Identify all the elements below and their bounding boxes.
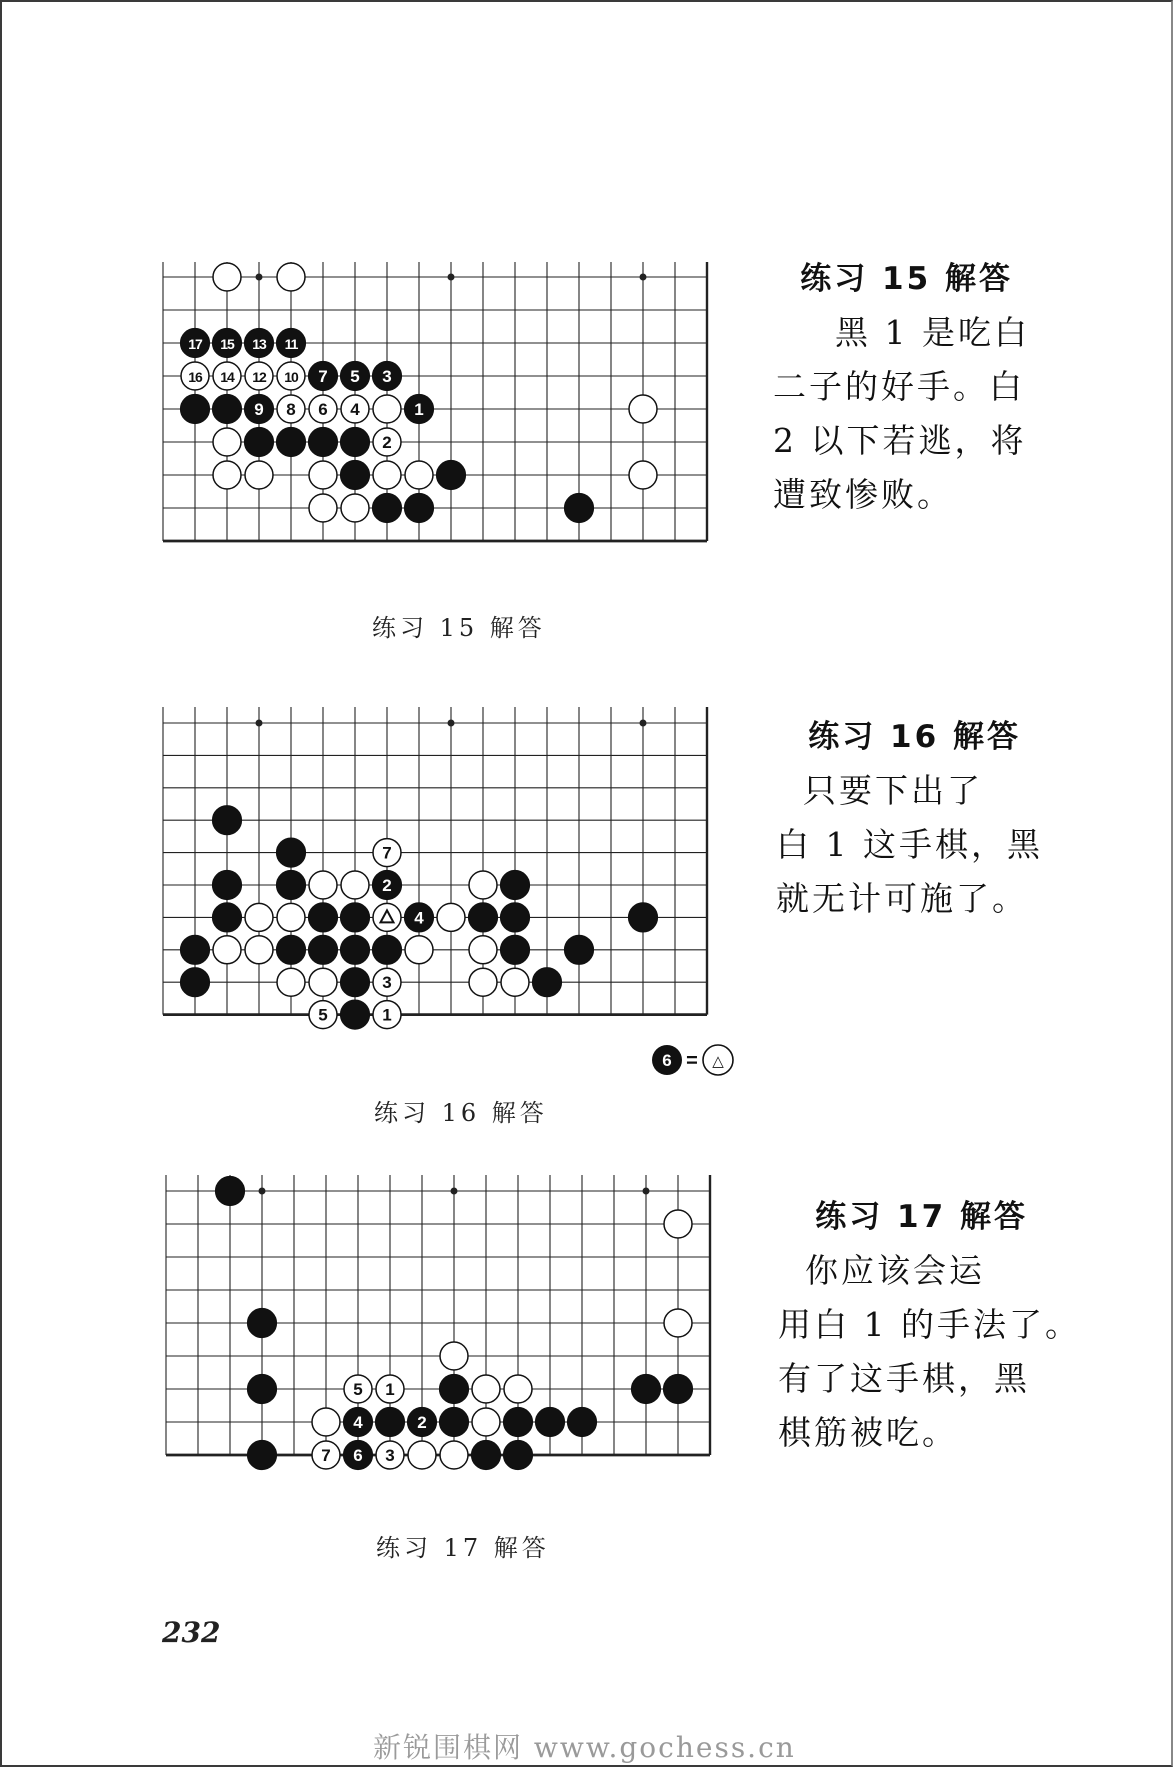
black-stone bbox=[247, 1308, 276, 1337]
text-line: 只要下出了 bbox=[776, 771, 983, 810]
text-line: 你应该会运 bbox=[778, 1251, 985, 1290]
text-line: 二子的好手。白 bbox=[773, 367, 1025, 406]
move-number: 6 bbox=[318, 400, 328, 419]
heading: 练习 17 解答 bbox=[815, 1199, 1028, 1235]
stone-disc bbox=[247, 1374, 276, 1403]
stone-disc bbox=[440, 1342, 468, 1370]
white-stone bbox=[312, 1441, 340, 1469]
stone-disc bbox=[247, 1440, 276, 1469]
black-stone bbox=[375, 1407, 404, 1436]
star-point bbox=[643, 1188, 650, 1195]
stone-disc bbox=[535, 1407, 564, 1436]
black-stone bbox=[439, 1374, 468, 1403]
move-number: 5 bbox=[318, 1005, 328, 1025]
move-number: 7 bbox=[321, 1446, 331, 1465]
move-number: 2 bbox=[417, 1413, 427, 1432]
stone-disc bbox=[503, 1407, 532, 1436]
move-number: 15 bbox=[220, 336, 234, 352]
heading: 练习 15 解答 bbox=[800, 261, 1013, 297]
black-stone bbox=[407, 1407, 436, 1436]
move-number: 9 bbox=[254, 400, 264, 419]
white-stone bbox=[408, 1441, 436, 1469]
move-number: 1 bbox=[385, 1380, 395, 1399]
black-stone bbox=[247, 1440, 276, 1469]
stone-disc bbox=[408, 1441, 436, 1469]
text-line: 2 以下若逃，将 bbox=[773, 421, 1027, 460]
move-number: 14 bbox=[220, 369, 234, 385]
white-stone bbox=[472, 1408, 500, 1436]
white-stone bbox=[664, 1309, 692, 1337]
figure-caption-15: 练习 15 解答 bbox=[372, 614, 546, 642]
white-stone bbox=[664, 1210, 692, 1238]
move-number: 11 bbox=[284, 336, 298, 352]
move-number: 2 bbox=[382, 876, 392, 895]
text-line: 白 1 这手棋，黑 bbox=[776, 825, 1043, 864]
move-number: 10 bbox=[284, 369, 298, 385]
figure-caption-17: 练习 17 解答 bbox=[376, 1534, 550, 1562]
figure-caption-16: 练习 16 解答 bbox=[374, 1099, 548, 1127]
move-number: 1 bbox=[414, 400, 424, 419]
move-number: 5 bbox=[353, 1380, 363, 1399]
star-point bbox=[259, 1188, 266, 1195]
black-stone bbox=[663, 1374, 692, 1403]
text-line: 遭致惨败。 bbox=[773, 475, 953, 514]
move-number: 2 bbox=[382, 433, 392, 452]
site-watermark: 新锐围棋网 www.gochess.cn bbox=[373, 1731, 796, 1764]
black-stone bbox=[503, 1407, 532, 1436]
text-line: 棋筋被吃。 bbox=[778, 1413, 958, 1452]
move-number: 13 bbox=[252, 336, 266, 352]
stone-disc bbox=[439, 1407, 468, 1436]
move-number: 1 bbox=[382, 1005, 392, 1025]
stone-disc bbox=[375, 1407, 404, 1436]
white-stone bbox=[344, 1375, 372, 1403]
black-stone bbox=[535, 1407, 564, 1436]
stone-disc bbox=[439, 1374, 468, 1403]
white-stone bbox=[312, 1408, 340, 1436]
move-number: 4 bbox=[350, 400, 360, 419]
black-stone bbox=[503, 1440, 532, 1469]
text-line: 黑 1 是吃白 bbox=[835, 313, 1030, 352]
move-number: 4 bbox=[414, 908, 424, 928]
black-stone bbox=[631, 1374, 660, 1403]
stone-disc bbox=[472, 1375, 500, 1403]
black-stone bbox=[215, 1176, 244, 1205]
legend-triangle-mark: △ bbox=[712, 1052, 724, 1070]
legend-stone-label: 6 bbox=[662, 1051, 672, 1070]
move-number: 6 bbox=[353, 1446, 363, 1465]
move-number: 4 bbox=[353, 1413, 363, 1432]
stone-disc bbox=[247, 1308, 276, 1337]
move-number: 3 bbox=[382, 973, 392, 993]
black-stone bbox=[343, 1407, 372, 1436]
white-stone bbox=[376, 1375, 404, 1403]
move-number: 12 bbox=[252, 369, 266, 385]
black-stone bbox=[247, 1374, 276, 1403]
move-number: 7 bbox=[382, 843, 392, 863]
white-stone bbox=[472, 1375, 500, 1403]
stone-disc bbox=[440, 1441, 468, 1469]
stone-disc bbox=[631, 1374, 660, 1403]
text-line: 有了这手棋，黑 bbox=[778, 1359, 1030, 1398]
stone-disc bbox=[663, 1374, 692, 1403]
white-stone bbox=[504, 1375, 532, 1403]
white-stone bbox=[376, 1441, 404, 1469]
black-stone bbox=[471, 1440, 500, 1469]
page-number: 232 bbox=[162, 1616, 221, 1649]
star-point bbox=[451, 1188, 458, 1195]
text-line: 就无计可施了。 bbox=[776, 879, 1028, 918]
stone-disc bbox=[567, 1407, 596, 1436]
move-number: 16 bbox=[188, 369, 202, 385]
legend-equals: = bbox=[686, 1050, 698, 1072]
white-stone bbox=[440, 1342, 468, 1370]
black-stone bbox=[567, 1407, 596, 1436]
move-number: 3 bbox=[382, 367, 392, 386]
stone-disc bbox=[312, 1408, 340, 1436]
move-number: 8 bbox=[286, 400, 296, 419]
stone-disc bbox=[664, 1309, 692, 1337]
white-stone bbox=[440, 1441, 468, 1469]
black-stone bbox=[439, 1407, 468, 1436]
move-number: 3 bbox=[385, 1446, 395, 1465]
black-stone bbox=[343, 1440, 372, 1469]
stone-disc bbox=[503, 1440, 532, 1469]
move-number: 17 bbox=[188, 336, 202, 352]
stone-disc bbox=[215, 1176, 244, 1205]
stone-disc bbox=[471, 1440, 500, 1469]
explanation-17 bbox=[778, 1190, 1081, 1460]
stone-disc bbox=[504, 1375, 532, 1403]
stone-disc bbox=[472, 1408, 500, 1436]
move-number: 7 bbox=[318, 367, 328, 386]
move-number: 5 bbox=[350, 367, 360, 386]
stone-disc bbox=[664, 1210, 692, 1238]
heading: 练习 16 解答 bbox=[808, 719, 1021, 755]
text-line: 用白 1 的手法了。 bbox=[778, 1305, 1081, 1344]
